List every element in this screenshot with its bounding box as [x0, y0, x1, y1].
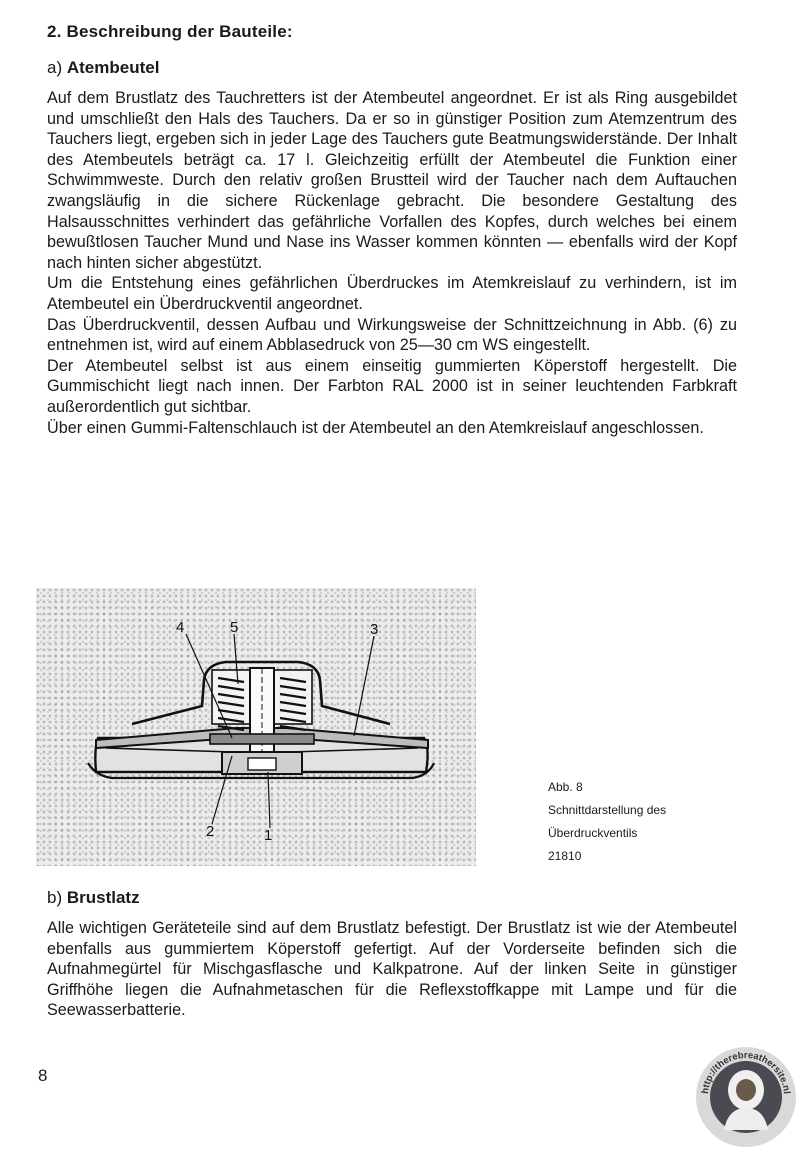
body-text-b [47, 918, 737, 1021]
subsection-title-a: Atembeutel [66, 58, 160, 77]
subsection-label-b: b) [47, 888, 63, 907]
page-number: 8 [38, 1066, 48, 1085]
subsection-title-b: Brustlatz [66, 888, 140, 907]
caption-code: 21810 [548, 849, 582, 863]
paragraph: Um die Entstehung eines gefährlichen Überdruckes im Atemkreislauf zu verhindern, ist im Atembeutel ein Überdruckventil angeordnet. [47, 274, 737, 313]
paragraph: Über einen Gummi-Faltenschlauch ist der Atembeutel an den Atemkreislauf angeschlossen. [47, 418, 704, 437]
section-title: 2. Beschreibung der Bauteile: [47, 22, 293, 41]
paragraph: Auf dem Brustlatz des Tauchretters ist der Atembeutel angeordnet. Er ist als Ring ausgebildet und umschließt den Hals des Tauchers. Da er so in günstiger Position zum Atemzentrum des Tauchers liegt, ergeben sich in jeder Lage des Tauchers gute Beatmungswiderstände. Der Inhalt des Atembeutels beträgt ca. 17 l. Gleichzeitig erfüllt der Atembeutel die Funktion einer Schwimmweste. Durch den relativ großen Brustteil wird der Taucher nach dem Auftauchen zwangsläufig in die sichere Rückenlage gebracht. Die besondere Gestaltung des Halsausschnittes verhindert das gefährliche Vorfallen des Kopfes, durch welches bei einem bewußtlosen Taucher Mund und Nase ins Wasser kommen könnten — ebenfalls wird der Kopf nach hinten sicher abgestützt. [47, 89, 737, 272]
subsection-heading-b [47, 888, 140, 908]
part-label-3: 3 [370, 621, 379, 638]
part-label-2: 2 [206, 823, 215, 840]
valve-cross-section-figure [36, 588, 476, 866]
figure-caption [548, 776, 666, 868]
valve-drawing [36, 588, 476, 866]
subsection-label-a: a) [47, 58, 63, 77]
part-label-5: 5 [230, 619, 239, 636]
paragraph: Alle wichtigen Geräteteile sind auf dem Brustlatz befestigt. Der Brustlatz ist wie der Atembeutel ebenfalls aus gummiertem Köperstoff gefertigt. Auf der Vorderseite befinden sich die Aufnahmegürtel für Mischgasflasche und Kalkpatrone. Auf der linken Seite in günstiger Griffhöhe liegen die Aufnahmetaschen für die Reflexstoffkappe mit Lampe und für die Seewasserbatterie. [47, 919, 737, 1020]
paragraph: Der Atembeutel selbst ist aus einem einseitig gummierten Köperstoff hergestellt. Die Gummischicht liegt nach innen. Der Farbton RAL 2000 ist in seiner leuchtenden Farbkraft außerordentlich gut sichtbar. [47, 356, 737, 416]
part-label-4: 4 [176, 619, 185, 636]
caption-title-line-2: Überdruckventils [548, 826, 638, 840]
caption-figure-number: Abb. 8 [548, 780, 583, 794]
part-label-1: 1 [264, 827, 273, 844]
caption-title-line-1: Schnittdarstellung des [548, 803, 667, 817]
watermark-url: http://therebreathersite.nl [700, 1049, 792, 1095]
subsection-heading-a [47, 58, 159, 78]
body-text-a [47, 88, 737, 438]
paragraph: Das Überdruckventil, dessen Aufbau und Wirkungsweise der Schnittzeichnung in Abb. (6) zu entnehmen ist, wird auf einem Abblasedruck von 25—30 cm WS eingestellt. [47, 315, 737, 355]
diver-helmet-logo-icon [694, 1044, 798, 1150]
